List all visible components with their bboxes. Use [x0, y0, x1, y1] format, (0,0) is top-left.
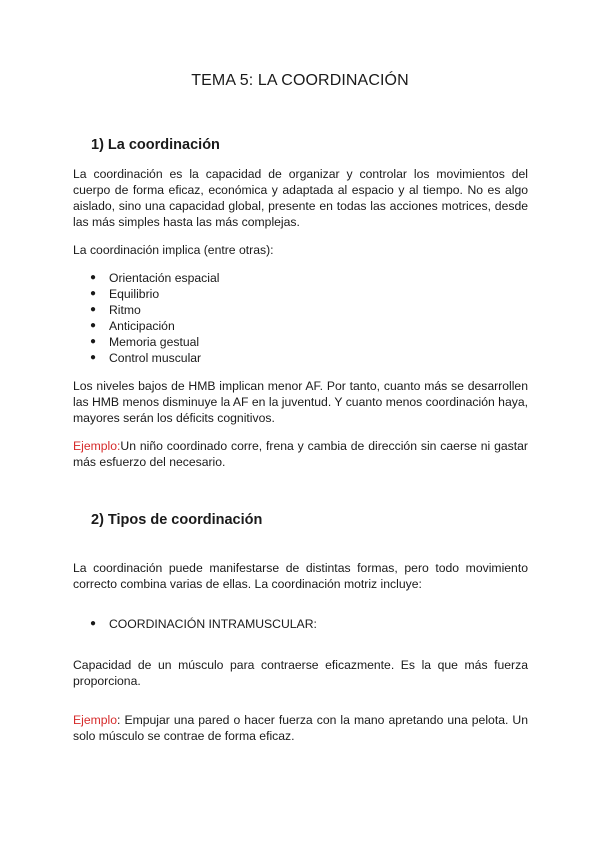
list-item: ● Orientación espacial: [90, 271, 220, 285]
section-1-hmb: Los niveles bajos de HMB implican menor AF. Por tanto, cuanto más se desarrollen las HMB menos disminuye la AF en la juventud. Y cuanto menos coordinación haya, mayores serán los déficits cognitivos.: [73, 379, 528, 425]
list-item: ● Ritmo: [90, 303, 141, 317]
coordination-types-list: [73, 616, 317, 632]
example-label: Ejemplo: [73, 713, 118, 727]
list-item: ● Memoria gestual: [90, 335, 200, 349]
bullet-icon: ●: [90, 320, 97, 331]
section-2-definition: Capacidad de un músculo para contraerse eficazmente. Es la que más fuerza proporciona.: [73, 658, 528, 688]
coordination-list: [73, 270, 219, 366]
section-1-implies: La coordinación implica (entre otras):: [73, 243, 274, 257]
bullet-icon: ●: [90, 304, 97, 315]
page-title: TEMA 5: LA COORDINACIÓN: [191, 72, 409, 89]
section-1-example: [73, 438, 528, 470]
bullet-icon: ●: [90, 352, 97, 363]
bullet-icon: ●: [90, 336, 97, 347]
list-item: ● Anticipación: [90, 319, 175, 333]
bullet-icon: ●: [90, 288, 97, 299]
section-1-heading: 1) La coordinación: [91, 137, 220, 153]
example-text: : Empujar una pared o hacer fuerza con la mano apretando una pelota. Un solo músculo se contrae de forma eficaz.: [73, 713, 528, 743]
example-text: Un niño coordinado corre, frena y cambia de dirección sin caerse ni gastar más esfuerzo del necesario.: [73, 439, 528, 469]
list-item: ● COORDINACIÓN INTRAMUSCULAR:: [90, 617, 317, 631]
bullet-icon: ●: [90, 618, 97, 629]
list-item: ● Equilibrio: [90, 287, 160, 301]
section-2-example: [73, 712, 528, 744]
bullet-icon: ●: [90, 272, 97, 283]
example-label: Ejemplo:: [73, 439, 121, 453]
section-2-heading: 2) Tipos de coordinación: [91, 512, 263, 528]
section-2-intro: La coordinación puede manifestarse de distintas formas, pero todo movimiento correcto combina varias de ellas. La coordinación motriz incluye:: [73, 561, 528, 591]
list-item: ● Control muscular: [90, 351, 202, 365]
section-1-intro: La coordinación es la capacidad de organizar y controlar los movimientos del cuerpo de forma eficaz, económica y adaptada al espacio y al tiempo. No es algo aislado, sino una capacidad global, presente en todas las acciones motrices, desde las más simples hasta las más complejas.: [73, 167, 528, 229]
